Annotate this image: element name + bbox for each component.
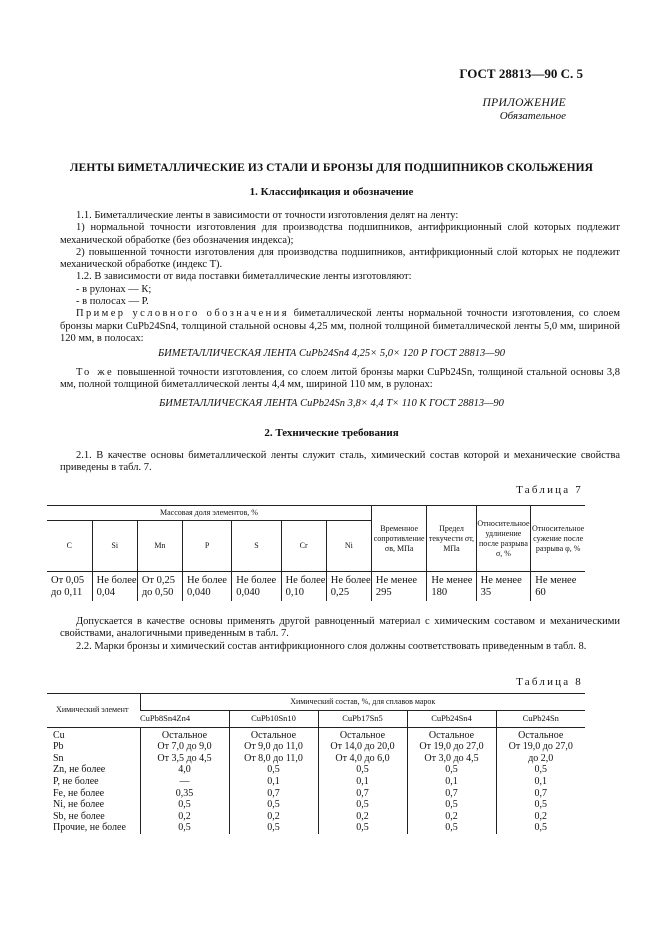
table-cell: 0,5	[407, 822, 496, 834]
table-cell: Не более 0,040	[232, 572, 281, 602]
table-row	[47, 753, 585, 765]
table-row	[47, 764, 585, 776]
table-cell: до 2,0	[496, 753, 585, 765]
table-header-cell: Cr	[281, 521, 326, 572]
table-cell: 0,2	[229, 811, 318, 823]
table-cell: От 4,0 до 6,0	[318, 753, 407, 765]
table-cell: Sn	[53, 752, 64, 764]
table-cell: Остальное	[229, 727, 318, 741]
table-cell: Не менее 35	[476, 572, 531, 602]
table-row	[47, 572, 585, 602]
section-1-text-2	[60, 367, 620, 392]
table-cell: 4,0	[140, 764, 229, 776]
table-header-row	[47, 506, 585, 521]
table-header-cell: Временное сопротивление σв, МПа	[371, 506, 426, 572]
table-8-body	[47, 727, 585, 834]
table-cell: 0,2	[140, 811, 229, 823]
table-cell: Остальное	[140, 727, 229, 741]
table-cell: Pb	[53, 741, 64, 753]
table-cell: 0,5	[140, 799, 229, 811]
paragraph-rest: биметаллической ленты нормальной точности изготовления, со слоем бронзы марки CuPb24Sn4, толщиной стальной основы 4,25 мм, полной толщиной биметаллической ленты 5,0 мм, шириной 120 мм, в полосах:	[60, 308, 620, 344]
table-cell: Не более 0,04	[92, 572, 137, 602]
table-header-cell: CuPb17Sn5	[318, 711, 407, 728]
table-cell: Не более 0,040	[183, 572, 232, 602]
emphasis: То же	[76, 367, 115, 378]
table-header-cell: S	[232, 521, 281, 572]
table-cell: 0,1	[229, 776, 318, 788]
table-7-caption: Таблица 7	[516, 484, 583, 496]
paragraph: 1.1. Биметаллические ленты в зависимости от точности изготовления делят на ленту:	[76, 210, 459, 221]
table-group-header: Массовая доля элементов, %	[47, 506, 371, 521]
table-row	[47, 776, 585, 788]
table-header-cell: CuPb24Sn4	[407, 711, 496, 728]
paragraph: 1) нормальной точности изготовления для производства подшипников, антифрикционный слой которых подлежит механической обработке (без обозначения индекса);	[60, 222, 620, 246]
table-cell: 0,1	[318, 776, 407, 788]
table-cell: От 8,0 до 11,0	[229, 753, 318, 765]
table-8-caption: Таблица 8	[516, 676, 583, 688]
emphasis: Пример условного обозначения	[76, 308, 289, 320]
table-cell: Не менее 60	[531, 572, 585, 602]
table-cell: Cu	[47, 727, 140, 741]
table-cell: Fe, не более	[53, 787, 105, 799]
table-cell: Zn, не более	[53, 764, 106, 776]
table-cell: Не менее 180	[427, 572, 476, 602]
table-cell: —	[140, 776, 229, 788]
appendix-label	[483, 97, 566, 123]
table-cell: Остальное	[407, 727, 496, 741]
paragraph: 2.2. Марки бронзы и химический состав антифрикционного слоя должны соответствовать приведенным в табл. 8.	[76, 640, 587, 652]
section-2-text-2	[60, 616, 620, 653]
table-cell: Остальное	[496, 727, 585, 741]
table-cell: От 0,05 до 0,11	[47, 572, 92, 602]
page-header: ГОСТ 28813—90 С. 5	[459, 66, 583, 81]
table-cell: 0,2	[407, 811, 496, 823]
table-header-cell: Si	[92, 521, 137, 572]
table-header-cell: Относительное удлинение после разрыва σ, %	[476, 506, 531, 572]
table-cell: 0,5	[318, 799, 407, 811]
table-cell: Ni, не более	[53, 799, 105, 811]
table-cell: 0,2	[318, 811, 407, 823]
table-cell: От 3,0 до 4,5	[407, 753, 496, 765]
table-row	[47, 811, 585, 823]
table-cell: Не менее 295	[371, 572, 426, 602]
table-cell: 0,7	[318, 788, 407, 800]
table-header-row	[47, 694, 585, 711]
table-row	[47, 799, 585, 811]
paragraph	[60, 367, 620, 392]
table-cell: От 19,0 до 27,0	[496, 741, 585, 753]
table-cell: От 9,0 до 11,0	[229, 741, 318, 753]
table-cell: 0,7	[407, 788, 496, 800]
section-1-text	[60, 210, 620, 345]
table-cell: От 0,25 до 0,50	[137, 572, 182, 602]
table-row	[47, 727, 585, 741]
table-cell: 0,7	[229, 788, 318, 800]
paragraph	[60, 308, 620, 345]
table-cell: Sb, не более	[53, 810, 105, 822]
table-header-cell: Химический элемент	[47, 694, 140, 728]
paragraph-rest: повышенной точности изготовления, со слоем литой бронзы марки CuPb24Sn, толщиной стальной основы 3,8 мм, полной толщиной биметаллической ленты 4,4 мм, шириной 110 мм, в рулонах:	[60, 367, 620, 391]
table-cell: 0,5	[229, 764, 318, 776]
table-group-header: Химический состав, %, для сплавов марок	[140, 694, 585, 711]
paragraph: 2) повышенной точности изготовления для производства подшипников, антифрикционный слой которых не подлежит механической обработке (индекс Т).	[60, 246, 620, 271]
table-cell: 0,5	[318, 764, 407, 776]
table-cell: 0,7	[496, 788, 585, 800]
paragraph: - в полосах — Р.	[76, 296, 149, 308]
table-row	[47, 741, 585, 753]
table-cell: 0,5	[407, 799, 496, 811]
table-cell: 0,1	[496, 776, 585, 788]
table-header-cell: CuPb24Sn	[496, 711, 585, 728]
table-row	[47, 788, 585, 800]
table-7	[47, 505, 585, 601]
table-cell: 0,5	[229, 799, 318, 811]
table-cell: P, не более	[53, 775, 99, 787]
table-cell: 0,2	[496, 811, 585, 823]
table-cell: 0,5	[140, 822, 229, 834]
paragraph: - в рулонах — К;	[76, 283, 152, 295]
table-cell: От 14,0 до 20,0	[318, 741, 407, 753]
table-8	[47, 693, 585, 834]
table-header-cell: CuPb10Sn10	[229, 711, 318, 728]
table-cell: 0,5	[496, 799, 585, 811]
table-cell: Не более 0,10	[281, 572, 326, 602]
table-cell: 0,35	[140, 788, 229, 800]
table-header-cell: С	[47, 521, 92, 572]
table-header-cell: Mn	[137, 521, 182, 572]
example-designation-1: БИМЕТАЛЛИЧЕСКАЯ ЛЕНТА CuPb24Sn4 4,25× 5,0× 120 Р ГОСТ 28813—90	[157, 348, 506, 359]
appendix-title: ПРИЛОЖЕНИЕ	[482, 97, 566, 109]
section-1-title: 1. Классификация и обозначение	[249, 186, 414, 198]
section-2-title: 2. Технические требования	[264, 427, 399, 439]
table-cell: Остальное	[318, 727, 407, 741]
table-header-cell: Предел текучести σт, МПа	[427, 506, 476, 572]
table-header-cell: Р	[183, 521, 232, 572]
table-cell: 0,5	[318, 822, 407, 834]
table-cell: Прочие, не более	[53, 822, 126, 834]
table-cell: 0,5	[229, 822, 318, 834]
table-cell: 0,5	[407, 764, 496, 776]
paragraph: Допускается в качестве основы применять другой равноценный материал с химическим составом и механическими свойствами, аналогичными приведенным в табл. 7.	[60, 616, 620, 640]
section-2-text	[60, 450, 620, 475]
table-cell: 0,5	[496, 822, 585, 834]
table-header-cell: Относительное сужение после разрыва φ, %	[531, 506, 585, 572]
table-cell: Не более 0,25	[326, 572, 371, 602]
paragraph: 1.2. В зависимости от вида поставки биметаллические ленты изготовляют:	[76, 271, 412, 283]
table-header-cell: Ni	[326, 521, 371, 572]
appendix-subtitle: Обязательное	[499, 110, 566, 122]
table-cell: 0,1	[407, 776, 496, 788]
table-cell: От 19,0 до 27,0	[407, 741, 496, 753]
table-cell: От 7,0 до 9,0	[140, 741, 229, 753]
table-cell: 0,5	[496, 764, 585, 776]
main-title: ЛЕНТЫ БИМЕТАЛЛИЧЕСКИЕ ИЗ СТАЛИ И БРОНЗЫ ДЛЯ ПОДШИПНИКОВ СКОЛЬЖЕНИЯ	[69, 162, 594, 174]
table-header-cell: CuPb8Sn4Zn4	[140, 711, 229, 728]
table-cell: От 3,5 до 4,5	[140, 753, 229, 765]
paragraph: 2.1. В качестве основы биметаллической ленты служит сталь, химический состав которой и механические свойства приведены в табл. 7.	[60, 450, 620, 474]
table-row	[47, 822, 585, 834]
example-designation-2: БИМЕТАЛЛИЧЕСКАЯ ЛЕНТА CuPb24Sn 3,8× 4,4 Т× 110 К ГОСТ 28813—90	[159, 398, 504, 409]
